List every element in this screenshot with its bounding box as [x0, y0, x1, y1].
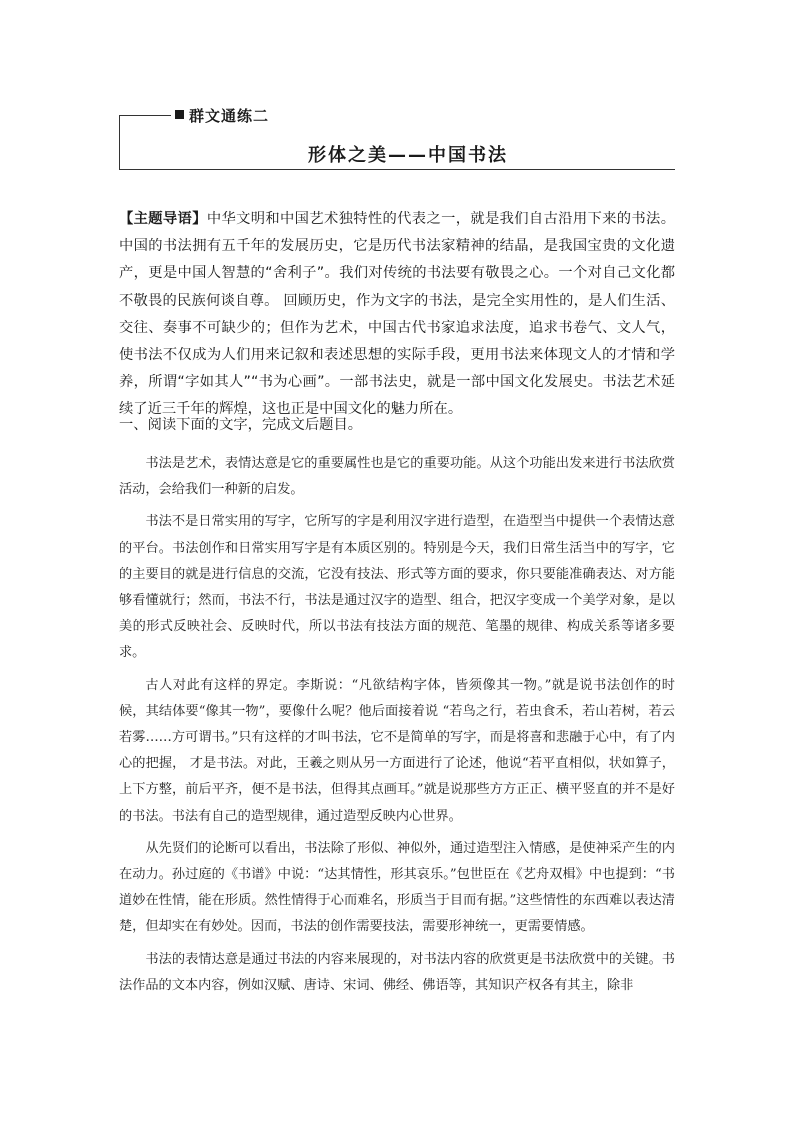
section-label: 群文通练二: [189, 107, 270, 125]
header-frame-bottom-rule: [119, 169, 675, 170]
question-heading: 一、阅读下面的文字，完成文后题目。: [119, 417, 363, 433]
page-title: 形体之美——中国书法: [308, 145, 508, 166]
passage-paragraph: 书法的表情达意是通过书法的内容来展现的，对书法内容的欣赏更是书法欣赏中的关键。书法作品的文本内容，例如汉赋、唐诗、宋词、佛经、佛语等，其知识产权各有其主，除非: [119, 951, 675, 993]
reading-passage: [119, 451, 675, 1005]
passage-paragraph: 从先贤们的论断可以看出，书法除了形似、神似外，通过造型注入情感，是使神采产生的内在动力。孙过庭的《书谱》中说：“达其情性，形其哀乐。”包世臣在《艺舟双楫》中也提到：“书道妙在性情，能在形质。然性情得于心而难名，形质当于目而有据。”这些情性的东西难以表达清楚，但却实在有妙处。因而，书法的创作需要技法，需要形神统一，更需要情感。: [119, 840, 675, 935]
passage-paragraph: 书法不是日常实用的写字，它所写的字是利用汉字进行造型，在造型当中提供一个表情达意的平台。书法创作和日常实用写字是有本质区别的。特别是今天，我们日常生活当中的写字，它的主要目的就是进行信息的交流，它没有技法、形式等方面的要求，你只要能准确表达、对方能够看懂就行；然而，书法不行，书法是通过汉字的造型、组合，把汉字变成一个美学对象，是以美的形式反映社会、反映时代，所以书法有技法方面的规范、笔墨的规律、构成关系等诸多要求。: [119, 514, 675, 661]
header-frame-left-rule: [119, 115, 120, 170]
theme-intro-text: 中华文明和中国艺术独特性的代表之一，就是我们自古沿用下来的书法。中国的书法拥有五千年的发展历史，它是历代书法家精神的结晶，是我国宝贵的文化遗产，更是中国人智慧的“舍利子”。我们对传统的书法要有敬畏之心。一个对自己文化都不敬畏的民族何谈自尊。 回顾历史，作为文字的书法，是完全实用性的，是人们生活、交往、奏事不可缺少的；但作为艺术，中国古代书家追求法度，追求书卷气、文人气，使书法不仅成为人们用来记叙和表述思想的实际手段，更用书法来体现文人的才情和学养，所谓“字如其人”“书为心画”。一部书法史，就是一部中国文化发展史。书法艺术延续了近三千年的辉煌，这也正是中国文化的魅力所在。: [119, 211, 675, 418]
header-frame-top-rule: [119, 115, 171, 116]
theme-intro: [119, 206, 675, 424]
section-bullet-square-icon: [175, 110, 184, 119]
theme-intro-tag: 【主题导语】: [119, 211, 207, 227]
passage-paragraph: 书法是艺术，表情达意是它的重要属性也是它的重要功能。从这个功能出发来进行书法欣赏活动，会给我们一种新的启发。: [119, 456, 675, 498]
passage-paragraph: 古人对此有这样的界定。李斯说：“凡欲结构字体，皆须像其一物。”就是说书法创作的时候，其结体要“像其一物”，要像什么呢？他后面接着说 “若鸟之行，若虫食禾，若山若树，若云若雾……方可谓书。”只有这样的才叫书法，它不是简单的写字，而是将喜和悲融于心中，有了内心的把握， 才是书法。对此，王羲之则从另一方面进行了论述，他说“若平直相似，状如算子，上下方整，前后平齐，便不是书法，但得其点画耳。”就是说那些方方正正、横平竖直的并不是好的书法。书法有自己的造型规律，通过造型反映内心世界。: [119, 677, 675, 824]
